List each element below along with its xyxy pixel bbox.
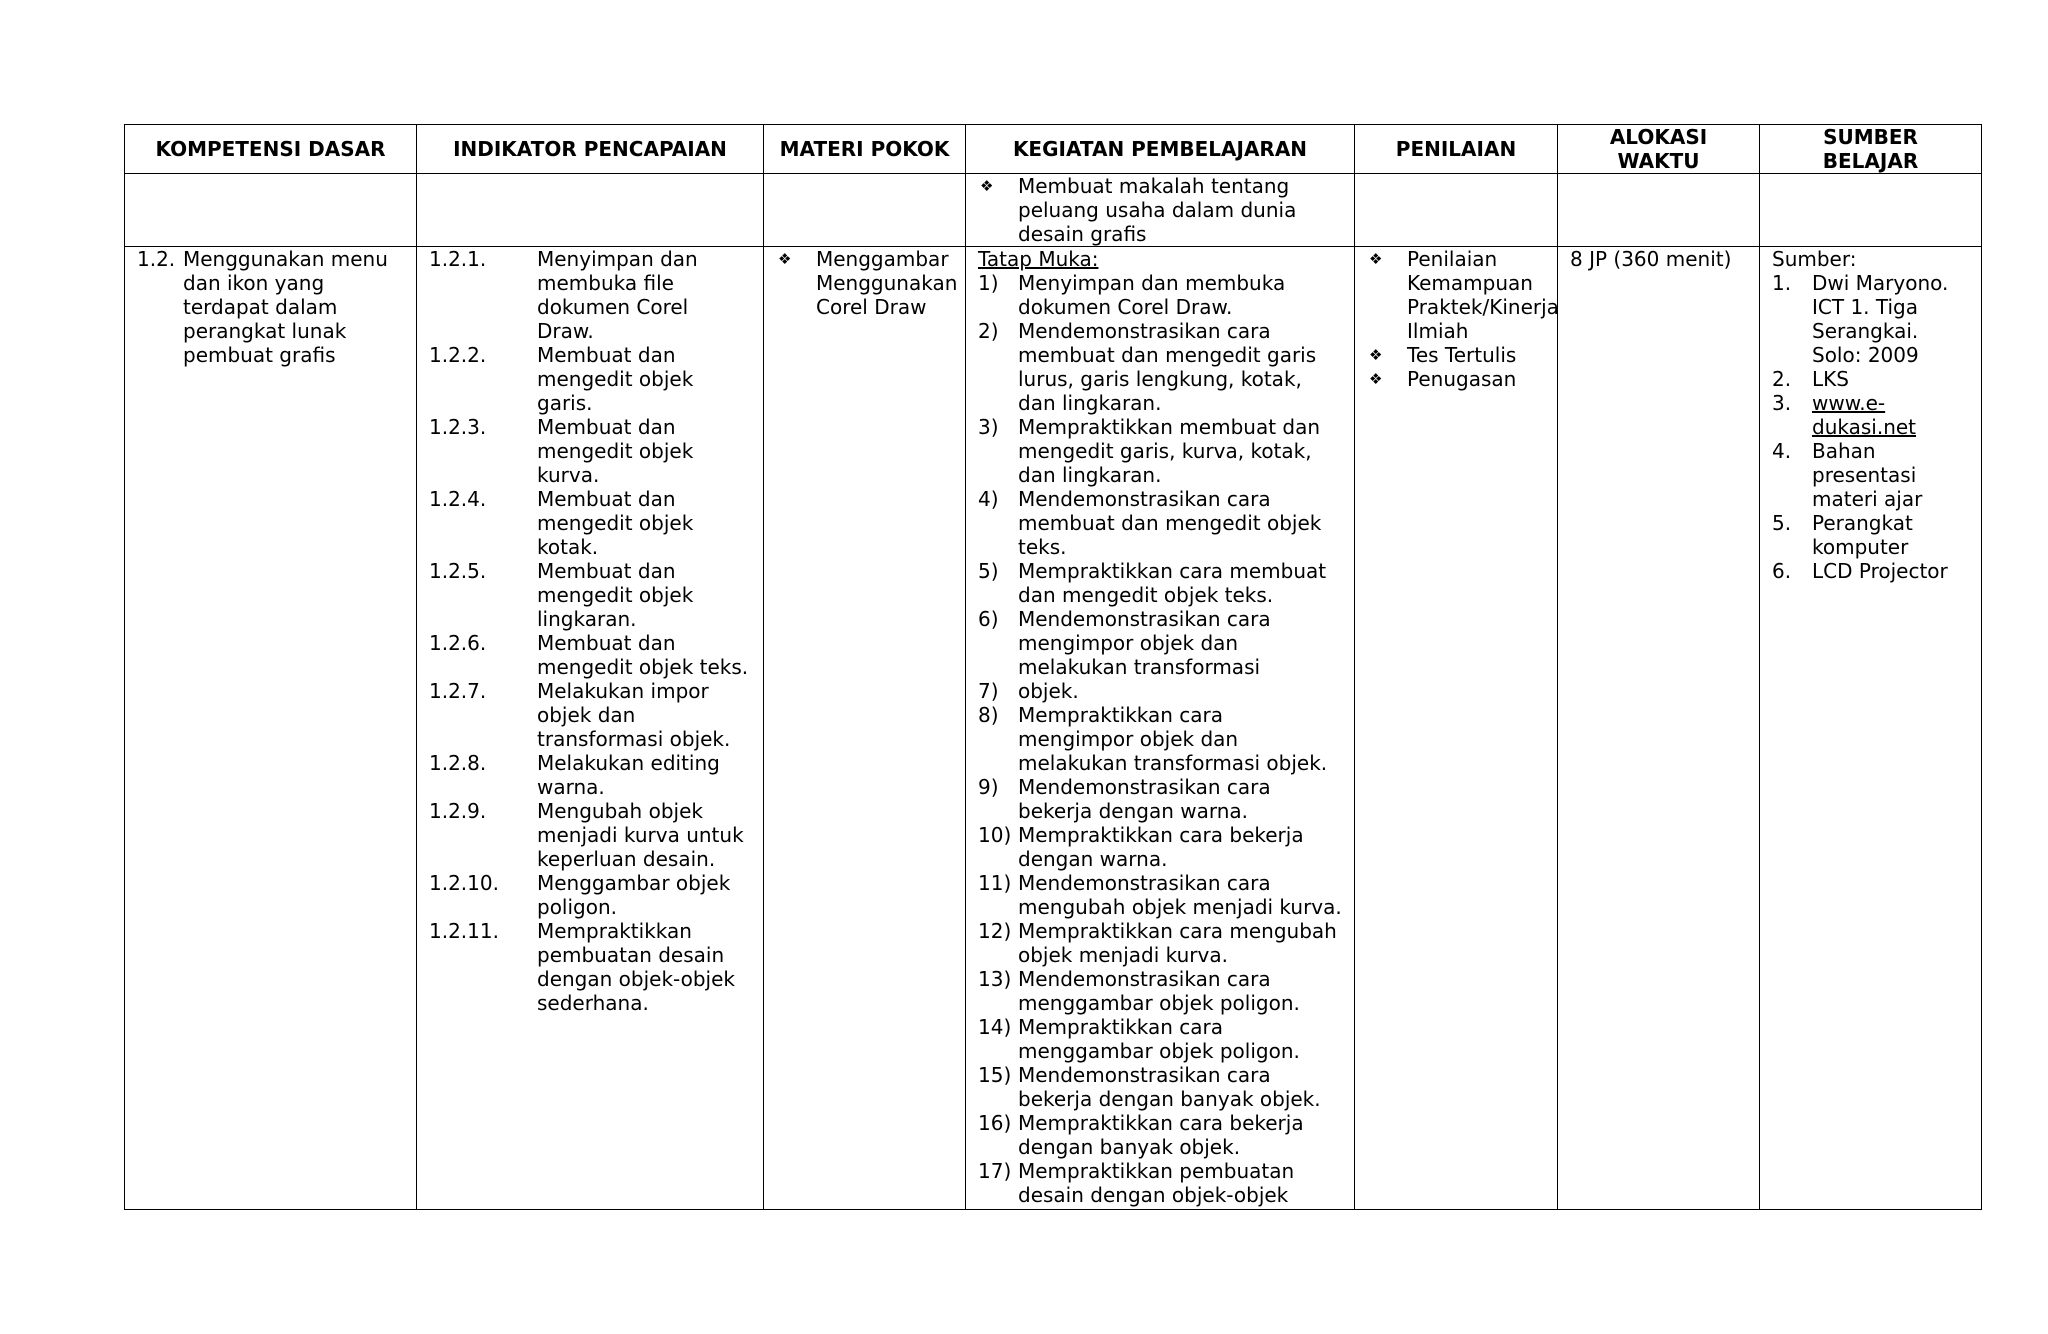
- kegiatan-item-number: 1): [978, 271, 999, 295]
- kegiatan-item: [978, 1063, 1342, 1111]
- kd-item: [137, 247, 404, 367]
- indikator-item: [429, 679, 751, 751]
- materi-cell: [764, 247, 966, 1210]
- indikator-item-text: Membuat dan mengedit objek kotak.: [537, 487, 694, 559]
- kegiatan-item-number: 6): [978, 607, 999, 631]
- indikator-item-text: Membuat dan mengedit objek kurva.: [537, 415, 694, 487]
- penilaian-list: [1367, 247, 1559, 391]
- kegiatan-item-number: 17): [978, 1159, 1012, 1183]
- header-sumber-line2: BELAJAR: [1822, 149, 1919, 173]
- indikator-item: [429, 871, 751, 919]
- kegiatan-item-text: Mempraktikkan membuat dan mengedit garis, kurva, kotak, dan lingkaran.: [1018, 415, 1321, 487]
- indikator-item-number: 1.2.2.: [429, 343, 487, 367]
- sumber-item-number: 6.: [1772, 559, 1792, 583]
- kegiatan-item-number: 11): [978, 871, 1012, 895]
- indikator-item-number: 1.2.8.: [429, 751, 487, 775]
- kegiatan-item-text: Mempraktikkan pembuatan desain dengan objek-objek: [1018, 1159, 1295, 1207]
- sumber-item-number: 1.: [1772, 271, 1792, 295]
- sumber-list: [1772, 271, 1969, 583]
- indikator-item: [429, 919, 751, 1015]
- kegiatan-item-text: Mempraktikkan cara bekerja dengan warna.: [1018, 823, 1304, 871]
- indikator-item: [429, 631, 751, 679]
- kegiatan-item-number: 13): [978, 967, 1012, 991]
- indikator-item: [429, 487, 751, 559]
- syllabus-table: [124, 124, 1982, 1210]
- indikator-cell: [417, 247, 764, 1210]
- indikator-item-text: Melakukan editing warna.: [537, 751, 720, 799]
- kegiatan-cell: [966, 247, 1355, 1210]
- kegiatan-item-text: Mempraktikkan cara bekerja dengan banyak objek.: [1018, 1111, 1304, 1159]
- kegiatan-item: [978, 319, 1342, 415]
- sumber-item-text: Bahan presentasi materi ajar: [1812, 439, 1923, 511]
- indikator-item-text: Mengubah objek menjadi kurva untuk keperluan desain.: [537, 799, 744, 871]
- kegiatan-item-text: Menyimpan dan membuka dokumen Corel Draw.: [1018, 271, 1286, 319]
- sumber-item: [1772, 271, 1969, 367]
- cont-indikator-cell: [417, 174, 764, 247]
- kegiatan-item: [978, 271, 1342, 319]
- header-sumber: [1760, 125, 1982, 174]
- indikator-item-number: 1.2.1.: [429, 247, 487, 271]
- sumber-item-number: 4.: [1772, 439, 1792, 463]
- indikator-list: [429, 247, 751, 1015]
- kegiatan-item-text: Mempraktikkan cara mengimpor objek dan melakukan transformasi objek.: [1018, 703, 1328, 775]
- sumber-item: [1772, 439, 1969, 511]
- kegiatan-title: Tatap Muka:: [978, 247, 1099, 271]
- kegiatan-item: [978, 559, 1342, 607]
- header-materi: MATERI POKOK: [764, 125, 966, 174]
- sumber-item-text: LKS: [1812, 367, 1849, 391]
- materi-item: ❖ Menggambar Menggunakan Corel Draw: [776, 247, 953, 319]
- indikator-item-text: Menggambar objek poligon.: [537, 871, 731, 919]
- sumber-item-number: 5.: [1772, 511, 1792, 535]
- indikator-item-number: 1.2.3.: [429, 415, 487, 439]
- indikator-item: [429, 559, 751, 631]
- kegiatan-item-text: objek.: [1018, 679, 1079, 703]
- indikator-item-text: Membuat dan mengedit objek garis.: [537, 343, 694, 415]
- cont-kegiatan-cell: [966, 174, 1355, 247]
- kegiatan-item: [978, 1015, 1342, 1063]
- sumber-item: [1772, 367, 1969, 391]
- cont-alokasi-cell: [1558, 174, 1760, 247]
- indikator-item: [429, 343, 751, 415]
- indikator-item-text: Membuat dan mengedit objek teks.: [537, 631, 749, 679]
- indikator-item: [429, 799, 751, 871]
- sumber-link-number: 3.: [1772, 391, 1792, 415]
- indikator-item-number: 1.2.10.: [429, 871, 499, 895]
- kd-text: Menggunakan menu dan ikon yang terdapat dalam perangkat lunak pembuat grafis: [183, 247, 388, 367]
- indikator-item: [429, 415, 751, 487]
- indikator-item-number: 1.2.11.: [429, 919, 499, 943]
- sumber-item-number: 2.: [1772, 367, 1792, 391]
- kegiatan-item-text: Mendemonstrasikan cara mengimpor objek dan melakukan transformasi: [1018, 607, 1271, 679]
- indikator-item-text: Membuat dan mengedit objek lingkaran.: [537, 559, 694, 631]
- sumber-link-text[interactable]: www.e-dukasi.net: [1812, 391, 1917, 439]
- kegiatan-item-number: 3): [978, 415, 999, 439]
- kd-cell: [125, 247, 417, 1210]
- kegiatan-item-number: 16): [978, 1111, 1012, 1135]
- sumber-title: Sumber:: [1772, 247, 1857, 271]
- sumber-cell: [1760, 247, 1982, 1210]
- kegiatan-item-text: Mendemonstrasikan cara membuat dan mengedit objek teks.: [1018, 487, 1322, 559]
- cont-kegiatan-list: [978, 174, 1342, 246]
- kegiatan-item: [978, 967, 1342, 1015]
- header-alokasi-line2: WAKTU: [1617, 149, 1700, 173]
- cont-kegiatan-item: ❖ Membuat makalah tentang peluang usaha dalam dunia desain grafis: [978, 174, 1342, 246]
- kegiatan-item-number: 4): [978, 487, 999, 511]
- kegiatan-item-text: Mendemonstrasikan cara mengubah objek menjadi kurva.: [1018, 871, 1342, 919]
- kegiatan-item-number: 9): [978, 775, 999, 799]
- kegiatan-item-number: 7): [978, 679, 999, 703]
- kegiatan-item: [978, 919, 1342, 967]
- header-sumber-line1: SUMBER: [1823, 125, 1918, 149]
- sumber-item: [1772, 511, 1969, 559]
- indikator-item: [429, 247, 751, 343]
- header-alokasi: [1558, 125, 1760, 174]
- alokasi-cell: [1558, 247, 1760, 1210]
- kegiatan-item-text: Mendemonstrasikan cara menggambar objek poligon.: [1018, 967, 1300, 1015]
- materi-list: [776, 247, 958, 319]
- kegiatan-item-number: 10): [978, 823, 1012, 847]
- kegiatan-item-number: 14): [978, 1015, 1012, 1039]
- penilaian-item: ❖ Tes Tertulis: [1367, 343, 1545, 367]
- kegiatan-item-text: Mendemonstrasikan cara bekerja dengan banyak objek.: [1018, 1063, 1321, 1111]
- cont-materi-cell: [764, 174, 966, 247]
- sumber-link[interactable]: [1772, 391, 1969, 439]
- cont-sumber-cell: [1760, 174, 1982, 247]
- penilaian-cell: [1355, 247, 1558, 1210]
- kegiatan-item: [978, 415, 1342, 487]
- kegiatan-item-number: 12): [978, 919, 1012, 943]
- header-kegiatan: KEGIATAN PEMBELAJARAN: [966, 125, 1355, 174]
- sumber-item-text: LCD Projector: [1812, 559, 1948, 583]
- kegiatan-item: [978, 487, 1342, 559]
- kegiatan-item: [978, 607, 1342, 679]
- cont-kd-cell: [125, 174, 417, 247]
- kegiatan-item-number: 15): [978, 1063, 1012, 1087]
- kd-number: 1.2.: [137, 247, 176, 271]
- kegiatan-item-text: Mendemonstrasikan cara membuat dan mengedit garis lurus, garis lengkung, kotak, dan lingkaran.: [1018, 319, 1317, 415]
- kegiatan-item-text: Mempraktikkan cara membuat dan mengedit objek teks.: [1018, 559, 1327, 607]
- sumber-item-text: Perangkat komputer: [1812, 511, 1913, 559]
- kegiatan-item-text: Mempraktikkan cara menggambar objek poligon.: [1018, 1015, 1300, 1063]
- kegiatan-item-number: 5): [978, 559, 999, 583]
- indikator-item-number: 1.2.6.: [429, 631, 487, 655]
- continuation-row: [125, 174, 1982, 247]
- kegiatan-item-text: Mendemonstrasikan cara bekerja dengan warna.: [1018, 775, 1271, 823]
- indikator-item-text: Melakukan impor objek dan transformasi objek.: [537, 679, 731, 751]
- header-penilaian: PENILAIAN: [1355, 125, 1558, 174]
- indikator-item-number: 1.2.5.: [429, 559, 487, 583]
- sumber-item-text: Dwi Maryono. ICT 1. Tiga Serangkai. Solo: 2009: [1812, 271, 1949, 367]
- penilaian-item: ❖ Penugasan: [1367, 367, 1545, 391]
- kegiatan-item: [978, 775, 1342, 823]
- kegiatan-item: [978, 1159, 1342, 1207]
- kegiatan-list: [978, 271, 1342, 1207]
- kegiatan-item-number: 8): [978, 703, 999, 727]
- indikator-item: [429, 751, 751, 799]
- kegiatan-item: [978, 1111, 1342, 1159]
- cont-penilaian-cell: [1355, 174, 1558, 247]
- alokasi-value: 8 JP (360 menit): [1570, 247, 1732, 271]
- kegiatan-item: [978, 823, 1342, 871]
- kegiatan-item: [978, 679, 1342, 703]
- sumber-item: [1772, 559, 1969, 583]
- indikator-item-text: Menyimpan dan membuka file dokumen Corel Draw.: [537, 247, 698, 343]
- kegiatan-item-text: Mempraktikkan cara mengubah objek menjadi kurva.: [1018, 919, 1337, 967]
- penilaian-item: ❖ Penilaian Kemampuan Praktek/Kinerja Ilmiah: [1367, 247, 1545, 343]
- indikator-item-number: 1.2.4.: [429, 487, 487, 511]
- header-row: [125, 125, 1982, 174]
- main-row: [125, 247, 1982, 1210]
- kegiatan-item: [978, 703, 1342, 775]
- header-indikator: INDIKATOR PENCAPAIAN: [417, 125, 764, 174]
- header-alokasi-line1: ALOKASI: [1609, 125, 1708, 149]
- indikator-item-number: 1.2.7.: [429, 679, 487, 703]
- kegiatan-item: [978, 871, 1342, 919]
- kegiatan-item-number: 2): [978, 319, 999, 343]
- indikator-item-number: 1.2.9.: [429, 799, 487, 823]
- indikator-item-text: Mempraktikkan pembuatan desain dengan objek-objek sederhana.: [537, 919, 735, 1015]
- header-kompetensi-dasar: KOMPETENSI DASAR: [125, 125, 417, 174]
